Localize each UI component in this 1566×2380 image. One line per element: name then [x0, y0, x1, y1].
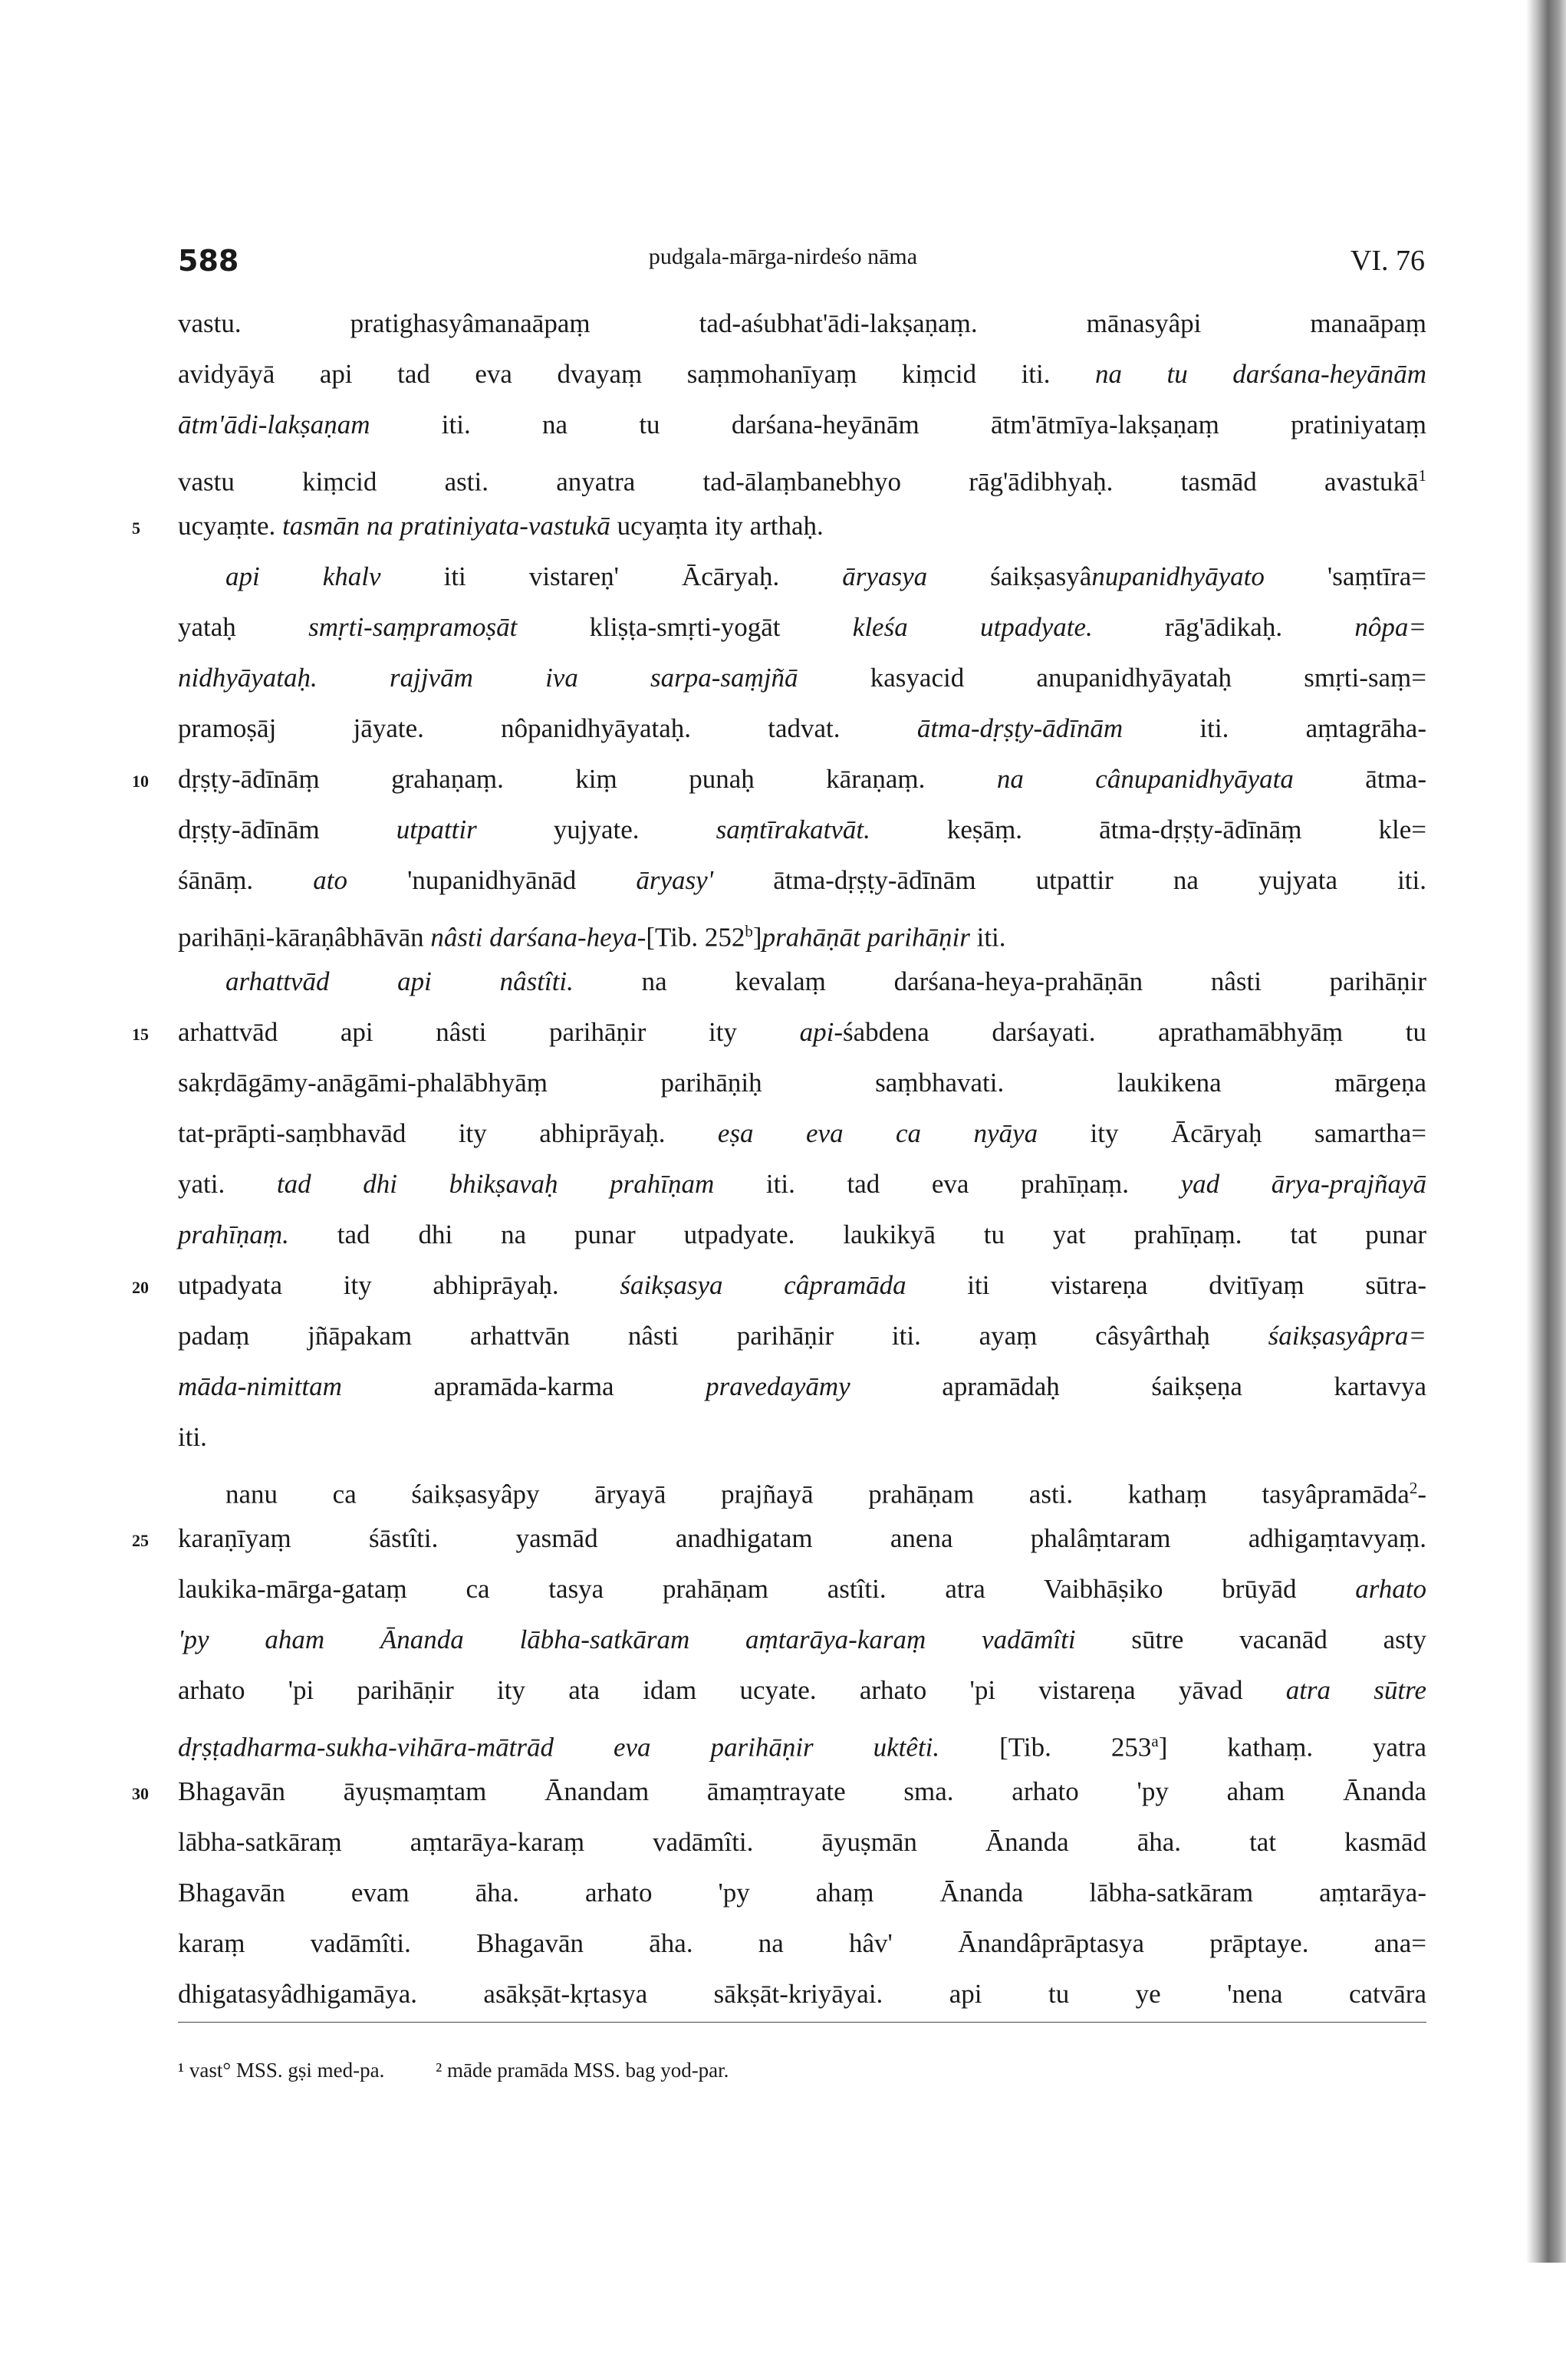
- text-segment: utpadyata ity abhiprāyaḥ.: [178, 1270, 620, 1300]
- italic-text: pravedayāmy: [706, 1371, 850, 1401]
- text-line: [178, 914, 1426, 955]
- text-line: [178, 661, 1426, 695]
- text-segment: lābha-satkāraṃ aṃtarāya-karaṃ vadāmîti. āyuṣmān Ānanda āha. tat kasmād: [178, 1827, 1426, 1857]
- italic-text: nâsti darśana-heya-: [430, 922, 646, 953]
- text-line: [178, 1370, 1426, 1404]
- text-line: [178, 307, 1426, 341]
- text-line: [178, 1066, 1426, 1100]
- text-line: [178, 1471, 1426, 1512]
- text-segment: kasyacid anupanidhyāyataḥ smṛti-saṃ=: [798, 663, 1426, 693]
- line-number: 5: [132, 518, 140, 538]
- text-line: [178, 1623, 1426, 1657]
- text-segment: ātma-: [1293, 764, 1426, 794]
- text-segment: vastu. pratighasyâmanaāpaṃ tad-aśubhat'ādi-lakṣaṇaṃ. mānasyâpi manaāpaṃ: [178, 308, 1426, 338]
- text-segment: Bhagavān āyuṣmaṃtam Ānandam āmaṃtrayate sma. arhato 'py aham Ānanda: [178, 1776, 1426, 1806]
- footnote-2: ² māde pramāda MSS. bag yod-par.: [436, 2059, 729, 2082]
- italic-text: kleśa utpadyate.: [852, 612, 1093, 642]
- text-line: [178, 712, 1426, 746]
- line-number: 15: [132, 1025, 149, 1044]
- italic-text: nupanidhyāyato: [1091, 561, 1265, 591]
- italic-text: ātm'ādi-lakṣaṇam: [178, 410, 370, 439]
- text-segment: arhattvād api nâsti parihāṇir ity: [178, 1017, 800, 1047]
- text-segment: ucyaṃta ity arthaḥ.: [610, 511, 824, 541]
- text-segment: 'nupanidhyānād: [347, 865, 637, 895]
- footnote-ref: b: [745, 922, 753, 940]
- text-segment: padaṃ jñāpakam arhattvān nâsti parihāṇir iti. ayaṃ câsyârthaḥ: [178, 1321, 1268, 1351]
- italic-text: na tu darśana-heyānām: [1095, 359, 1426, 389]
- text-line: [178, 1825, 1426, 1859]
- text-segment: ]: [752, 922, 762, 953]
- text-segment: [Tib. 253: [939, 1732, 1152, 1763]
- text-segment: ] kathaṃ. yatra: [1158, 1732, 1426, 1763]
- italic-text: arhattvād api nâstîti.: [225, 966, 574, 996]
- text-segment: 'saṃtīra=: [1264, 561, 1426, 591]
- italic-text: māda-nimittam: [178, 1371, 342, 1401]
- text-segment: yati.: [178, 1169, 277, 1199]
- page-number: 588: [178, 244, 239, 278]
- italic-text: tasmān na pratiniyata-vastukā: [282, 511, 610, 541]
- text-segment: tat-prāpti-saṃbhavād ity abhiprāyaḥ.: [178, 1118, 718, 1148]
- text-line: [178, 1269, 1426, 1302]
- italic-text: yad ārya-prajñayā: [1180, 1169, 1427, 1199]
- text-line: [178, 762, 1426, 796]
- text-segment: iti. aṃtagrāha-: [1123, 713, 1426, 743]
- line-number: 10: [132, 772, 149, 791]
- text-line: [178, 1319, 1426, 1353]
- text-segment: iti. tad eva prahīṇaṃ.: [714, 1169, 1181, 1199]
- italic-text: eṣa eva ca nyāya: [717, 1118, 1038, 1148]
- text-segment: pramoṣāj jāyate. nôpanidhyāyataḥ. tadvat.: [178, 713, 917, 743]
- italic-text: smṛti-saṃpramoṣāt: [308, 612, 518, 642]
- text-segment: rāg'ādikaḥ.: [1092, 612, 1355, 642]
- text-segment: avidyāyā api tad eva dvayaṃ saṃmohanīyaṃ kiṃcid iti.: [178, 359, 1096, 389]
- text-line: [178, 813, 1426, 847]
- italic-text: ato: [313, 865, 347, 895]
- italic-text: nôpa=: [1354, 612, 1426, 642]
- text-line: [178, 1016, 1426, 1049]
- text-segment: keṣāṃ. ātma-dṛṣṭy-ādīnāṃ kle=: [870, 815, 1426, 844]
- footnote-ref: 2: [1409, 1479, 1418, 1497]
- text-line: [178, 1572, 1426, 1606]
- italic-text: dṛṣṭadharma-sukha-vihāra-mātrād eva parihāṇir uktêti.: [178, 1732, 940, 1763]
- text-segment: apramādaḥ śaikṣeṇa kartavya: [850, 1371, 1427, 1401]
- italic-text: ātma-dṛṣṭy-ādīnām: [916, 713, 1124, 743]
- text-segment: laukika-mārga-gataṃ ca tasya prahāṇam astîti. atra Vaibhāṣiko brūyād: [178, 1574, 1356, 1604]
- text-segment: -: [1417, 1479, 1426, 1509]
- text-segment: śānāṃ.: [178, 865, 314, 895]
- text-line: [178, 1117, 1426, 1150]
- line-number: 20: [132, 1278, 149, 1297]
- text-segment: tad dhi na punar utpadyate. laukikyā tu yat prahīṇaṃ. tat punar: [288, 1220, 1426, 1249]
- running-title: pudgala-mārga-nirdeśo nāma: [648, 244, 918, 269]
- italic-text: atra sūtre: [1285, 1675, 1426, 1705]
- text-line: [178, 1876, 1426, 1910]
- footnote-ref: 1: [1418, 466, 1426, 485]
- italic-text: saṃtīrakatvāt.: [716, 815, 870, 844]
- text-segment: parihāṇi-kāraṇâbhāvān: [178, 922, 431, 953]
- text-segment: nanu ca śaikṣasyâpy āryayā prajñayā prahāṇam asti. kathaṃ tasyâpramāda: [225, 1479, 1410, 1509]
- text-line: [178, 1927, 1426, 1960]
- text-segment: ātma-dṛṣṭy-ādīnām utpattir na yujyata iti.: [713, 865, 1426, 895]
- italic-text: āryasya: [842, 561, 928, 591]
- text-segment: apramāda-karma: [341, 1371, 706, 1401]
- italic-text: prahīṇaṃ.: [178, 1220, 289, 1249]
- text-segment: śabdena darśayati. aprathamābhyāṃ tu: [843, 1017, 1426, 1047]
- italic-text: śaikṣasyâpra=: [1268, 1321, 1426, 1351]
- italic-text: na cânupanidhyāyata: [996, 764, 1294, 794]
- italic-text: arhato: [1355, 1574, 1426, 1604]
- text-segment: dṛṣṭy-ādīnām: [178, 815, 396, 844]
- line-number: 30: [132, 1784, 149, 1803]
- text-segment: śaikṣasyâ: [927, 561, 1092, 591]
- text-line: [178, 864, 1426, 897]
- text-line: [178, 1420, 1426, 1454]
- text-segment: dṛṣṭy-ādīnāṃ grahaṇaṃ. kiṃ punaḥ kāraṇaṃ.: [178, 764, 997, 794]
- text-line: [178, 1522, 1426, 1555]
- footnote-divider: [178, 2022, 1426, 2023]
- italic-text: śaikṣasya câpramāda: [620, 1270, 906, 1300]
- text-segment: kliṣṭa-smṛti-yogāt: [517, 612, 853, 642]
- line-number: 25: [132, 1531, 149, 1550]
- footnotes: [178, 2059, 775, 2082]
- italic-text: nidhyāyataḥ. rajjvām iva sarpa-saṃjñā: [178, 663, 798, 693]
- text-line: [178, 1775, 1426, 1809]
- text-segment: vastu kiṃcid asti. anyatra tad-ālaṃbanebhyo rāg'ādibhyaḥ. tasmād avastukā: [178, 466, 1419, 497]
- text-segment: iti vistareṇ' Ācāryaḥ.: [380, 561, 843, 591]
- text-line: [178, 408, 1426, 442]
- text-segment: iti.: [969, 922, 1006, 953]
- italic-text: prahāṇāt parihāṇir: [762, 922, 970, 953]
- italic-text: utpattir: [396, 815, 477, 844]
- footnote-1: ¹ vast° MSS. gṣi med-pa.: [178, 2059, 385, 2082]
- text-line: [178, 1218, 1426, 1252]
- text-segment: ity Ācāryaḥ samartha=: [1038, 1118, 1426, 1148]
- footnote-ref: a: [1151, 1732, 1159, 1750]
- text-line: [178, 509, 1426, 543]
- text-line: [178, 459, 1426, 499]
- text-segment: iti vistareṇa dvitīyaṃ sūtra-: [906, 1270, 1427, 1300]
- text-line: [178, 357, 1426, 391]
- text-line: [178, 1674, 1426, 1707]
- scan-edge: [1526, 0, 1566, 2263]
- text-line: [178, 1167, 1426, 1201]
- text-line: [178, 1724, 1426, 1765]
- italic-text: tad dhi bhikṣavaḥ prahīṇam: [276, 1169, 715, 1199]
- text-segment: yujyate.: [476, 815, 716, 844]
- text-segment: iti. na tu darśana-heyānām ātm'ātmīya-lakṣaṇaṃ pratiniyataṃ: [370, 410, 1426, 439]
- italic-text: api khalv: [225, 561, 381, 591]
- italic-text: 'py aham Ānanda lābha-satkāram aṃtarāya-karaṃ vadāmîti: [178, 1625, 1076, 1654]
- text-segment: na kevalaṃ darśana-heya-prahāṇān nâsti parihāṇir: [573, 966, 1426, 996]
- text-segment: sūtre vacanād asty: [1075, 1625, 1426, 1654]
- text-segment: iti.: [178, 1422, 207, 1452]
- text-segment: yataḥ: [178, 612, 309, 642]
- text-segment: karaṃ vadāmîti. Bhagavān āha. na hâv' Ānandâprāptasya prāptaye. ana=: [178, 1928, 1426, 1958]
- text-segment: karaṇīyaṃ śāstîti. yasmād anadhigatam anena phalâṃtaram adhigaṃtavyaṃ.: [178, 1523, 1426, 1553]
- italic-text: api-: [799, 1017, 843, 1047]
- text-line: [178, 611, 1426, 644]
- italic-text: āryasy': [636, 865, 714, 895]
- text-segment: arhato 'pi parihāṇir ity ata idam ucyate. arhato 'pi vistareṇa yāvad: [178, 1675, 1286, 1705]
- text-line: [178, 965, 1426, 999]
- section-number: VI. 76: [1350, 245, 1425, 277]
- text-segment: sakṛdāgāmy-anāgāmi-phalābhyāṃ parihāṇiḥ saṃbhavati. laukikena mārgeṇa: [178, 1068, 1426, 1098]
- text-line: [178, 1977, 1426, 2011]
- text-segment: [Tib. 252: [646, 922, 745, 953]
- text-segment: ucyaṃte.: [178, 511, 283, 541]
- text-line: [178, 560, 1426, 594]
- text-segment: Bhagavān evam āha. arhato 'py ahaṃ Ānanda lābha-satkāram aṃtarāya-: [178, 1878, 1426, 1908]
- text-segment: dhigatasyâdhigamāya. asākṣāt-kṛtasya sākṣāt-kriyāyai. api tu ye 'nena catvāra: [178, 1979, 1426, 2009]
